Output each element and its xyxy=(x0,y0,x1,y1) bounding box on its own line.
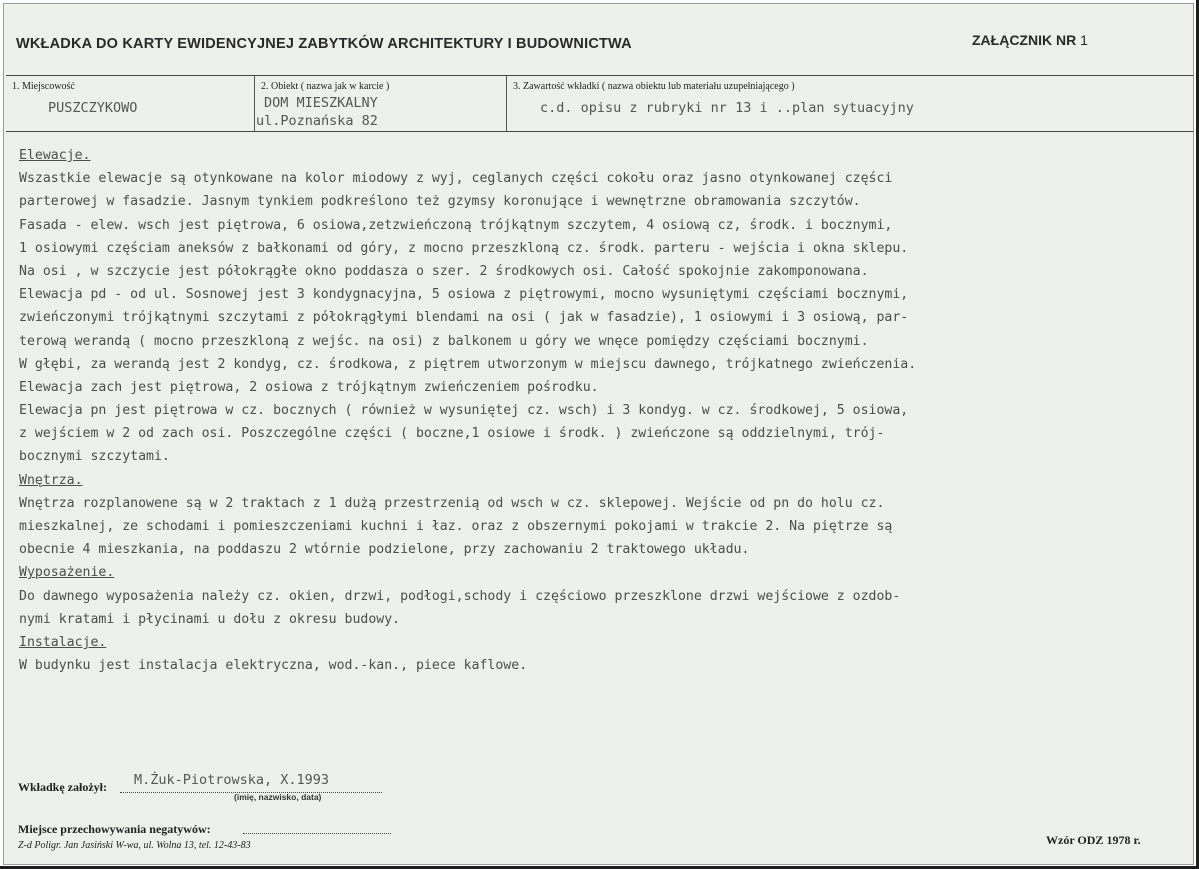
attachment-number: 1 xyxy=(1080,32,1088,48)
text-line: Elewacja pd - od ul. Sosnowej jest 3 kondygnacyjna, 5 osiowa z piętrowymi, mocno wysuniętymi częściami bocznymi, xyxy=(19,287,909,303)
section-heading-wyposazenie: Wyposażenie. xyxy=(19,565,115,581)
text-line: Elewacja pn jest piętrowa w cz. bocznych ( również w wysuniętej cz. wsch) i 3 kondyg. w cz. środkowej, 5 osiowa, xyxy=(19,403,909,419)
text-line: parterowej w fasadzie. Jasnym tynkiem podkreślono też gzymsy koronujące i wewnętrzne obramowania szczytów. xyxy=(19,194,861,210)
text-line: zwieńczonymi trójkątnymi szczytami z półokrągłymi blendami na osi ( jak w fasadzie), 1 osiowymi i 3 osiową, par- xyxy=(19,310,909,326)
field-1-value: PUSZCZYKOWO xyxy=(48,100,138,116)
section-heading-instalacje: Instalacje. xyxy=(19,634,107,650)
field-2-label: 2. Obiekt ( nazwa jak w karcie ) xyxy=(261,81,390,92)
form-code: Wzór ODZ 1978 r. xyxy=(1046,833,1141,847)
section-heading-wnetrza: Wnętrza. xyxy=(19,472,83,488)
text-line: Do dawnego wyposażenia należy cz. okien, drzwi, podłogi,schody i częściowo przeszklone drzwi wejściowe z ozdob- xyxy=(19,588,901,604)
section-heading-elewacje: Elewacje. xyxy=(19,148,91,163)
attachment-label-text: ZAŁĄCZNIK NR xyxy=(972,32,1077,48)
printer-imprint: Z-d Poligr. Jan Jasiński W-wa, ul. Wolna 13, tel. 12-43-83 xyxy=(18,840,251,851)
field-3-label: 3. Zawartość wkładki ( nazwa obiektu lub materiału uzupełniającego ) xyxy=(513,81,795,92)
negatives-location-label: Miejsce przechowywania negatywów: xyxy=(18,822,211,836)
created-by-value: M.Żuk-Piotrowska, X.1993 xyxy=(134,772,330,788)
field-2-value-line1: DOM MIESZKALNY xyxy=(264,95,378,111)
field-1-label: 1. Miejscowość xyxy=(12,81,75,92)
text-line: z wejściem w 2 od zach osi. Poszczególne części ( boczne,1 osiowe i środk. ) zwieńczone są oddzielnymi, trój- xyxy=(19,426,885,442)
text-line: nymi kratami i płycinami u dołu z okresu budowy. xyxy=(19,611,401,627)
text-line: terową werandą ( mocno przeszkloną z wejśc. na osi) z balkonem u góry we wnęce pomiędzy częściami bocznymi. xyxy=(19,333,869,349)
text-line: W głębi, za werandą jest 2 kondyg, cz. środkowa, z piętrem utworzonym w miejscu dawnego, trójkatnego zwieńczenia. xyxy=(19,356,917,372)
text-line: obecnie 4 mieszkania, na poddaszu 2 wtórnie podzielone, przy zachowaniu 2 traktowego układu. xyxy=(19,542,750,558)
text-line: 1 osiowymi częściam aneksów z bałkonami od góry, z mocno przeszkloną cz. środk. parteru - wejścia i okna sklepu. xyxy=(19,240,909,256)
field-2-value-line2: ul.Poznańska 82 xyxy=(256,113,378,129)
text-line: Fasada - elew. wsch jest piętrowa, 6 osiowa,zetzwieńczoną trójkątnym szczytem, 4 osiową cz, środk. i bocznymi, xyxy=(19,217,893,233)
field-divider xyxy=(506,76,507,131)
field-3-value: c.d. opisu z rubryki nr 13 i ..plan sytuacyjny xyxy=(540,100,914,116)
fields-row xyxy=(6,75,1193,132)
document-title: WKŁADKA DO KARTY EWIDENCYJNEJ ZABYTKÓW ARCHITEKTURY I BUDOWNICTWA xyxy=(16,36,632,52)
description-text xyxy=(19,144,1189,677)
text-line: Elewacja zach jest piętrowa, 2 osiowa z trójkątnym zwieńczeniem pośrodku. xyxy=(19,379,599,395)
attachment-label xyxy=(972,32,1088,48)
text-line: Wnętrza rozplanowene są w 2 traktach z 1 dużą przestrzenią od wsch w cz. sklepowej. Wejście od pn do holu cz. xyxy=(19,495,885,511)
text-line: W budynku jest instalacja elektryczna, wod.-kan., piece kaflowe. xyxy=(19,658,528,674)
text-line: Wszastkie elewacje są otynkowane na kolor miodowy z wyj, ceglanych części cokołu oraz jasno otynkowanej części xyxy=(19,171,893,187)
created-by-label: Wkładkę założył: xyxy=(18,780,107,794)
created-by-hint: (imię, nazwisko, data) xyxy=(234,792,322,802)
text-line: Na osi , w szczycie jest półokrągłe okno poddasza o szer. 2 środkowych osi. Całość spokojnie zakomponowana. xyxy=(19,263,869,279)
field-divider xyxy=(254,76,255,131)
text-line: bocznymi szczytami. xyxy=(19,449,170,465)
negatives-location-dotted-line xyxy=(243,832,391,834)
text-line: mieszkalnej, ze schodami i pomieszczeniami kuchni i łaz. oraz z obszernymi pokojami w trakcie 2. Na piętrze są xyxy=(19,519,893,534)
